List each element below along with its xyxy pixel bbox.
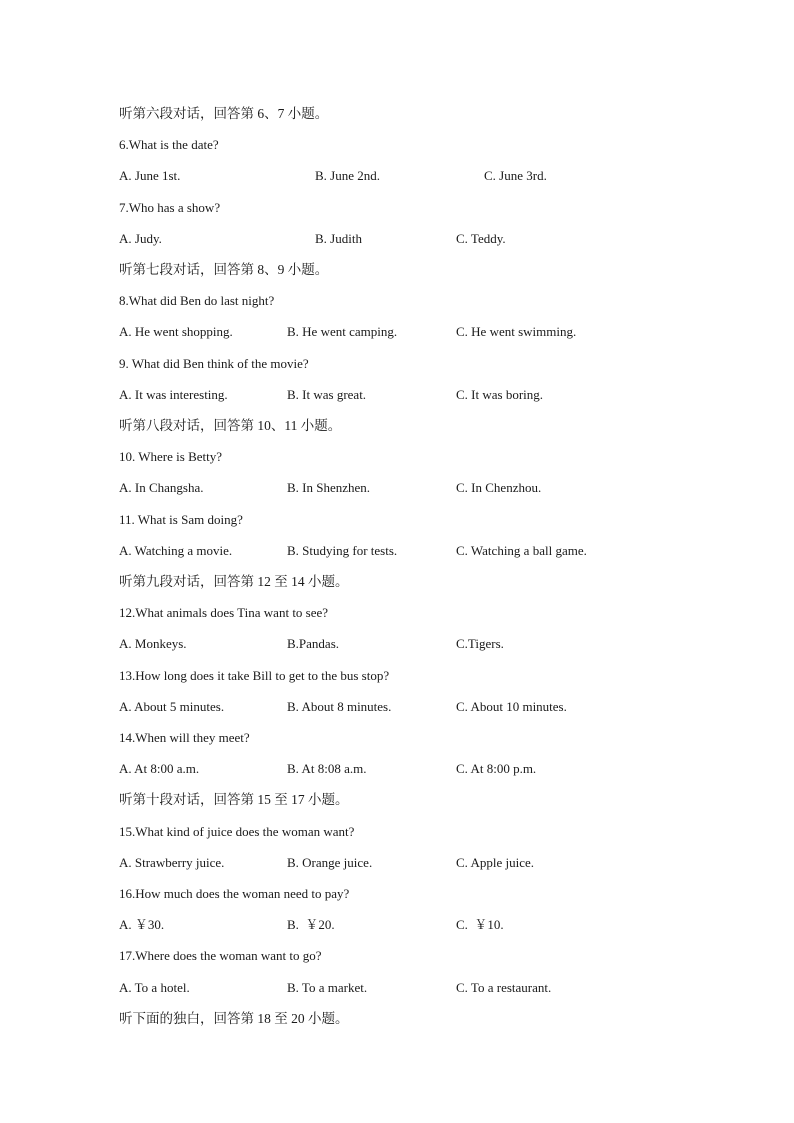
question-text: 13.How long does it take Bill to get to the bus stop? [119, 668, 390, 683]
answer-option: B. To a market. [287, 980, 368, 995]
answer-option: C. Apple juice. [456, 855, 534, 870]
answer-option: C.Tigers. [456, 636, 504, 651]
answer-option: C. Watching a ball game. [456, 543, 587, 558]
section-instruction: 听第九段对话，回答第 12 至 14 小题。 [119, 574, 349, 589]
question-text: 16.How much does the woman need to pay? [119, 886, 350, 901]
answer-option: A. Strawberry juice. [119, 855, 225, 870]
question-text: 8.What did Ben do last night? [119, 293, 275, 308]
answer-option: A. ￥30. [119, 917, 165, 932]
answer-option: B. Judith [315, 231, 362, 246]
answer-option: B. Studying for tests. [287, 543, 398, 558]
answer-option: B. Orange juice. [287, 855, 373, 870]
answer-option: C. June 3rd. [484, 168, 547, 183]
question-text: 6.What is the date? [119, 137, 219, 152]
answer-option: C. At 8:00 p.m. [456, 761, 537, 776]
answer-option: A. Monkeys. [119, 636, 187, 651]
question-text: 12.What animals does Tina want to see? [119, 605, 329, 620]
section-instruction: 听第十段对话，回答第 15 至 17 小题。 [119, 792, 349, 807]
answer-option: B. In Shenzhen. [287, 480, 371, 495]
answer-option: A. June 1st. [119, 168, 181, 183]
question-text: 9. What did Ben think of the movie? [119, 356, 309, 371]
answer-option: A. It was interesting. [119, 387, 228, 402]
answer-option: A. At 8:00 a.m. [119, 761, 200, 776]
answer-option: C. ￥10. [456, 917, 504, 932]
question-text: 7.Who has a show? [119, 200, 221, 215]
answer-option: B. ￥20. [287, 917, 335, 932]
answer-option: A. He went shopping. [119, 324, 233, 339]
answer-option: C. To a restaurant. [456, 980, 552, 995]
answer-option: C. Teddy. [456, 231, 506, 246]
answer-option: A. Watching a movie. [119, 543, 233, 558]
answer-option: C. He went swimming. [456, 324, 577, 339]
answer-option: B. June 2nd. [315, 168, 380, 183]
answer-option: C. About 10 minutes. [456, 699, 567, 714]
question-text: 15.What kind of juice does the woman want? [119, 824, 355, 839]
question-text: 10. Where is Betty? [119, 449, 223, 464]
answer-option: A. About 5 minutes. [119, 699, 225, 714]
answer-option: B. About 8 minutes. [287, 699, 392, 714]
question-text: 17.Where does the woman want to go? [119, 948, 322, 963]
section-instruction: 听第六段对话，回答第 6、7 小题。 [119, 106, 329, 121]
answer-option: B. He went camping. [287, 324, 398, 339]
section-instruction: 听第七段对话，回答第 8、9 小题。 [119, 262, 329, 277]
question-text: 11. What is Sam doing? [119, 512, 243, 527]
answer-option: A. Judy. [119, 231, 162, 246]
answer-option: B. At 8:08 a.m. [287, 761, 367, 776]
answer-option: C. In Chenzhou. [456, 480, 542, 495]
answer-option: B. It was great. [287, 387, 367, 402]
answer-option: C. It was boring. [456, 387, 544, 402]
section-instruction: 听第八段对话，回答第 10、11 小题。 [119, 418, 342, 433]
question-text: 14.When will they meet? [119, 730, 250, 745]
section-instruction: 听下面的独白，回答第 18 至 20 小题。 [119, 1011, 349, 1026]
answer-option: A. In Changsha. [119, 480, 204, 495]
answer-option: B.Pandas. [287, 636, 339, 651]
answer-option: A. To a hotel. [119, 980, 190, 995]
